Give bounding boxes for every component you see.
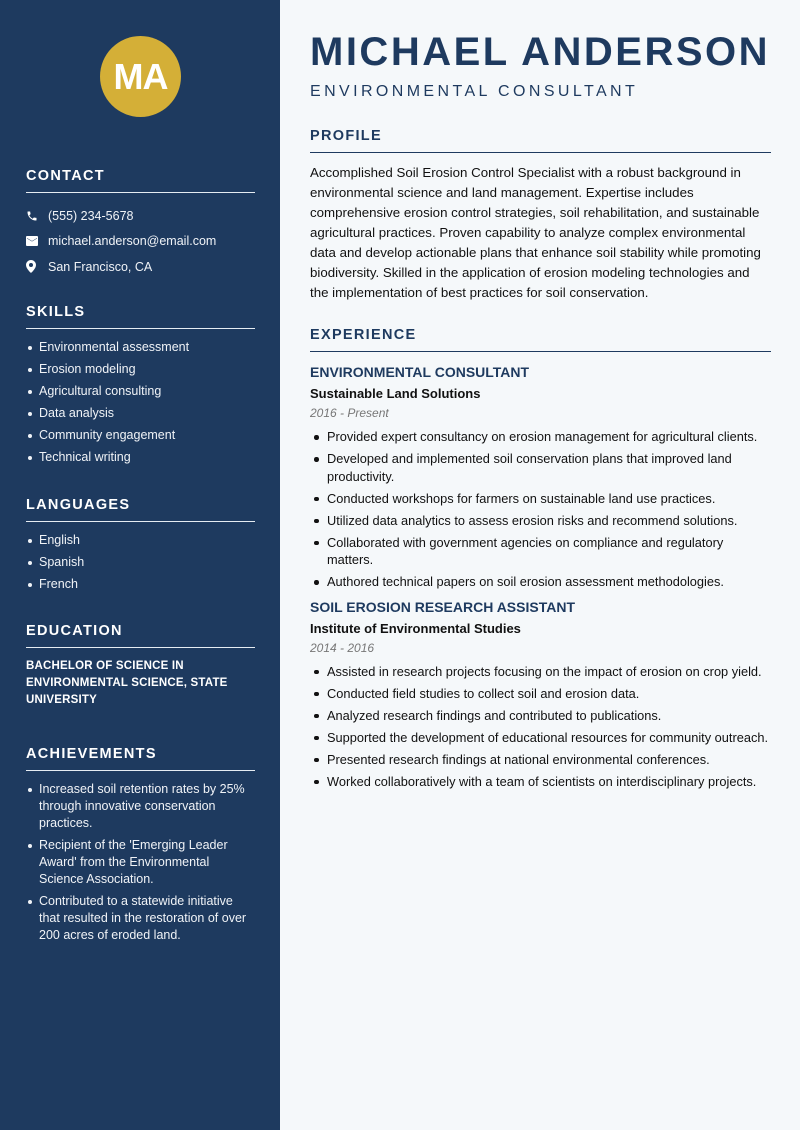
location-item <box>26 254 255 280</box>
achievements-heading: ACHIEVEMENTS <box>26 746 255 771</box>
contact-heading: CONTACT <box>26 168 255 193</box>
phone-icon <box>26 210 48 222</box>
candidate-title: ENVIRONMENTAL CONSULTANT <box>310 83 639 100</box>
job-bullet: Developed and implemented soil conservation plans that improved land productivity. <box>310 450 771 485</box>
job-entry <box>310 364 771 591</box>
education-degree: BACHELOR OF SCIENCE IN ENVIRONMENTAL SCIENCE, STATE UNIVERSITY <box>26 660 228 706</box>
achievement-item: Increased soil retention rates by 25% through innovative conservation practices. <box>26 781 255 832</box>
job-bullet: Conducted field studies to collect soil and erosion data. <box>310 685 771 703</box>
skill-item: Agricultural consulting <box>26 383 255 400</box>
job-company: Institute of Environmental Studies <box>310 620 521 636</box>
skill-item: Erosion modeling <box>26 361 255 378</box>
achievement-item: Recipient of the 'Emerging Leader Award' from the Environmental Science Association. <box>26 837 255 888</box>
email-link[interactable]: michael.anderson@email.com <box>48 234 217 249</box>
job-bullet: Presented research findings at national environmental conferences. <box>310 751 771 769</box>
job-bullet: Worked collaboratively with a team of scientists on interdisciplinary projects. <box>310 773 771 791</box>
job-bullet: Conducted workshops for farmers on sustainable land use practices. <box>310 490 771 508</box>
job-bullet: Provided expert consultancy on erosion management for agricultural clients. <box>310 428 771 446</box>
skill-item: Community engagement <box>26 427 255 444</box>
job-title: ENVIRONMENTAL CONSULTANT <box>310 364 530 380</box>
job-bullet: Supported the development of educational resources for community outreach. <box>310 729 771 747</box>
profile-text: Accomplished Soil Erosion Control Specialist with a robust background in environmental science and land management. Expertise includes comprehensive erosion control strategies, soil rehabilitation, and sustainable agricultural practices. Proven capability to analyze complex environmental data and develop actionable plans that enhance soil stability while promoting biodiversity. Skilled in the application of erosion modeling technologies and the implementation of best practices for soil conservation. <box>310 165 761 300</box>
phone-item <box>26 203 255 229</box>
skill-item: Data analysis <box>26 405 255 422</box>
email-item <box>26 229 255 255</box>
location-text: San Francisco, CA <box>48 259 153 274</box>
sidebar <box>0 0 280 1130</box>
job-dates: 2016 - Present <box>310 406 389 420</box>
achievements-section <box>26 746 255 949</box>
skill-item: Technical writing <box>26 449 255 466</box>
experience-section <box>310 327 771 795</box>
profile-section <box>310 128 771 303</box>
job-bullet: Utilized data analytics to assess erosion risks and recommend solutions. <box>310 512 771 530</box>
location-pin-icon <box>26 260 48 273</box>
achievement-item: Contributed to a statewide initiative that resulted in the restoration of over 200 acres of eroded land. <box>26 893 255 944</box>
skill-item: Environmental assessment <box>26 339 255 356</box>
avatar: MA <box>100 36 181 117</box>
language-item: Spanish <box>26 554 255 571</box>
job-bullet: Assisted in research projects focusing on the impact of erosion on crop yield. <box>310 663 771 681</box>
candidate-name: MICHAEL ANDERSON <box>310 30 771 74</box>
languages-heading: LANGUAGES <box>26 497 255 522</box>
language-item: French <box>26 576 255 593</box>
contact-section <box>26 168 255 280</box>
email-icon <box>26 236 48 246</box>
skills-heading: SKILLS <box>26 304 255 329</box>
experience-heading: EXPERIENCE <box>310 327 771 352</box>
job-dates: 2014 - 2016 <box>310 640 375 655</box>
language-item: English <box>26 532 255 549</box>
phone-text: (555) 234-5678 <box>48 208 134 223</box>
job-bullet: Authored technical papers on soil erosion assessment methodologies. <box>310 573 771 591</box>
job-title: SOIL EROSION RESEARCH ASSISTANT <box>310 598 575 615</box>
education-section <box>26 623 255 709</box>
job-entry <box>310 599 771 791</box>
education-heading: EDUCATION <box>26 623 255 648</box>
job-company: Sustainable Land Solutions <box>310 386 481 401</box>
job-bullet: Analyzed research findings and contributed to publications. <box>310 707 771 725</box>
languages-section <box>26 497 255 598</box>
skills-section <box>26 304 255 471</box>
profile-heading: PROFILE <box>310 128 771 153</box>
job-bullet: Collaborated with government agencies on compliance and regulatory matters. <box>310 534 771 569</box>
